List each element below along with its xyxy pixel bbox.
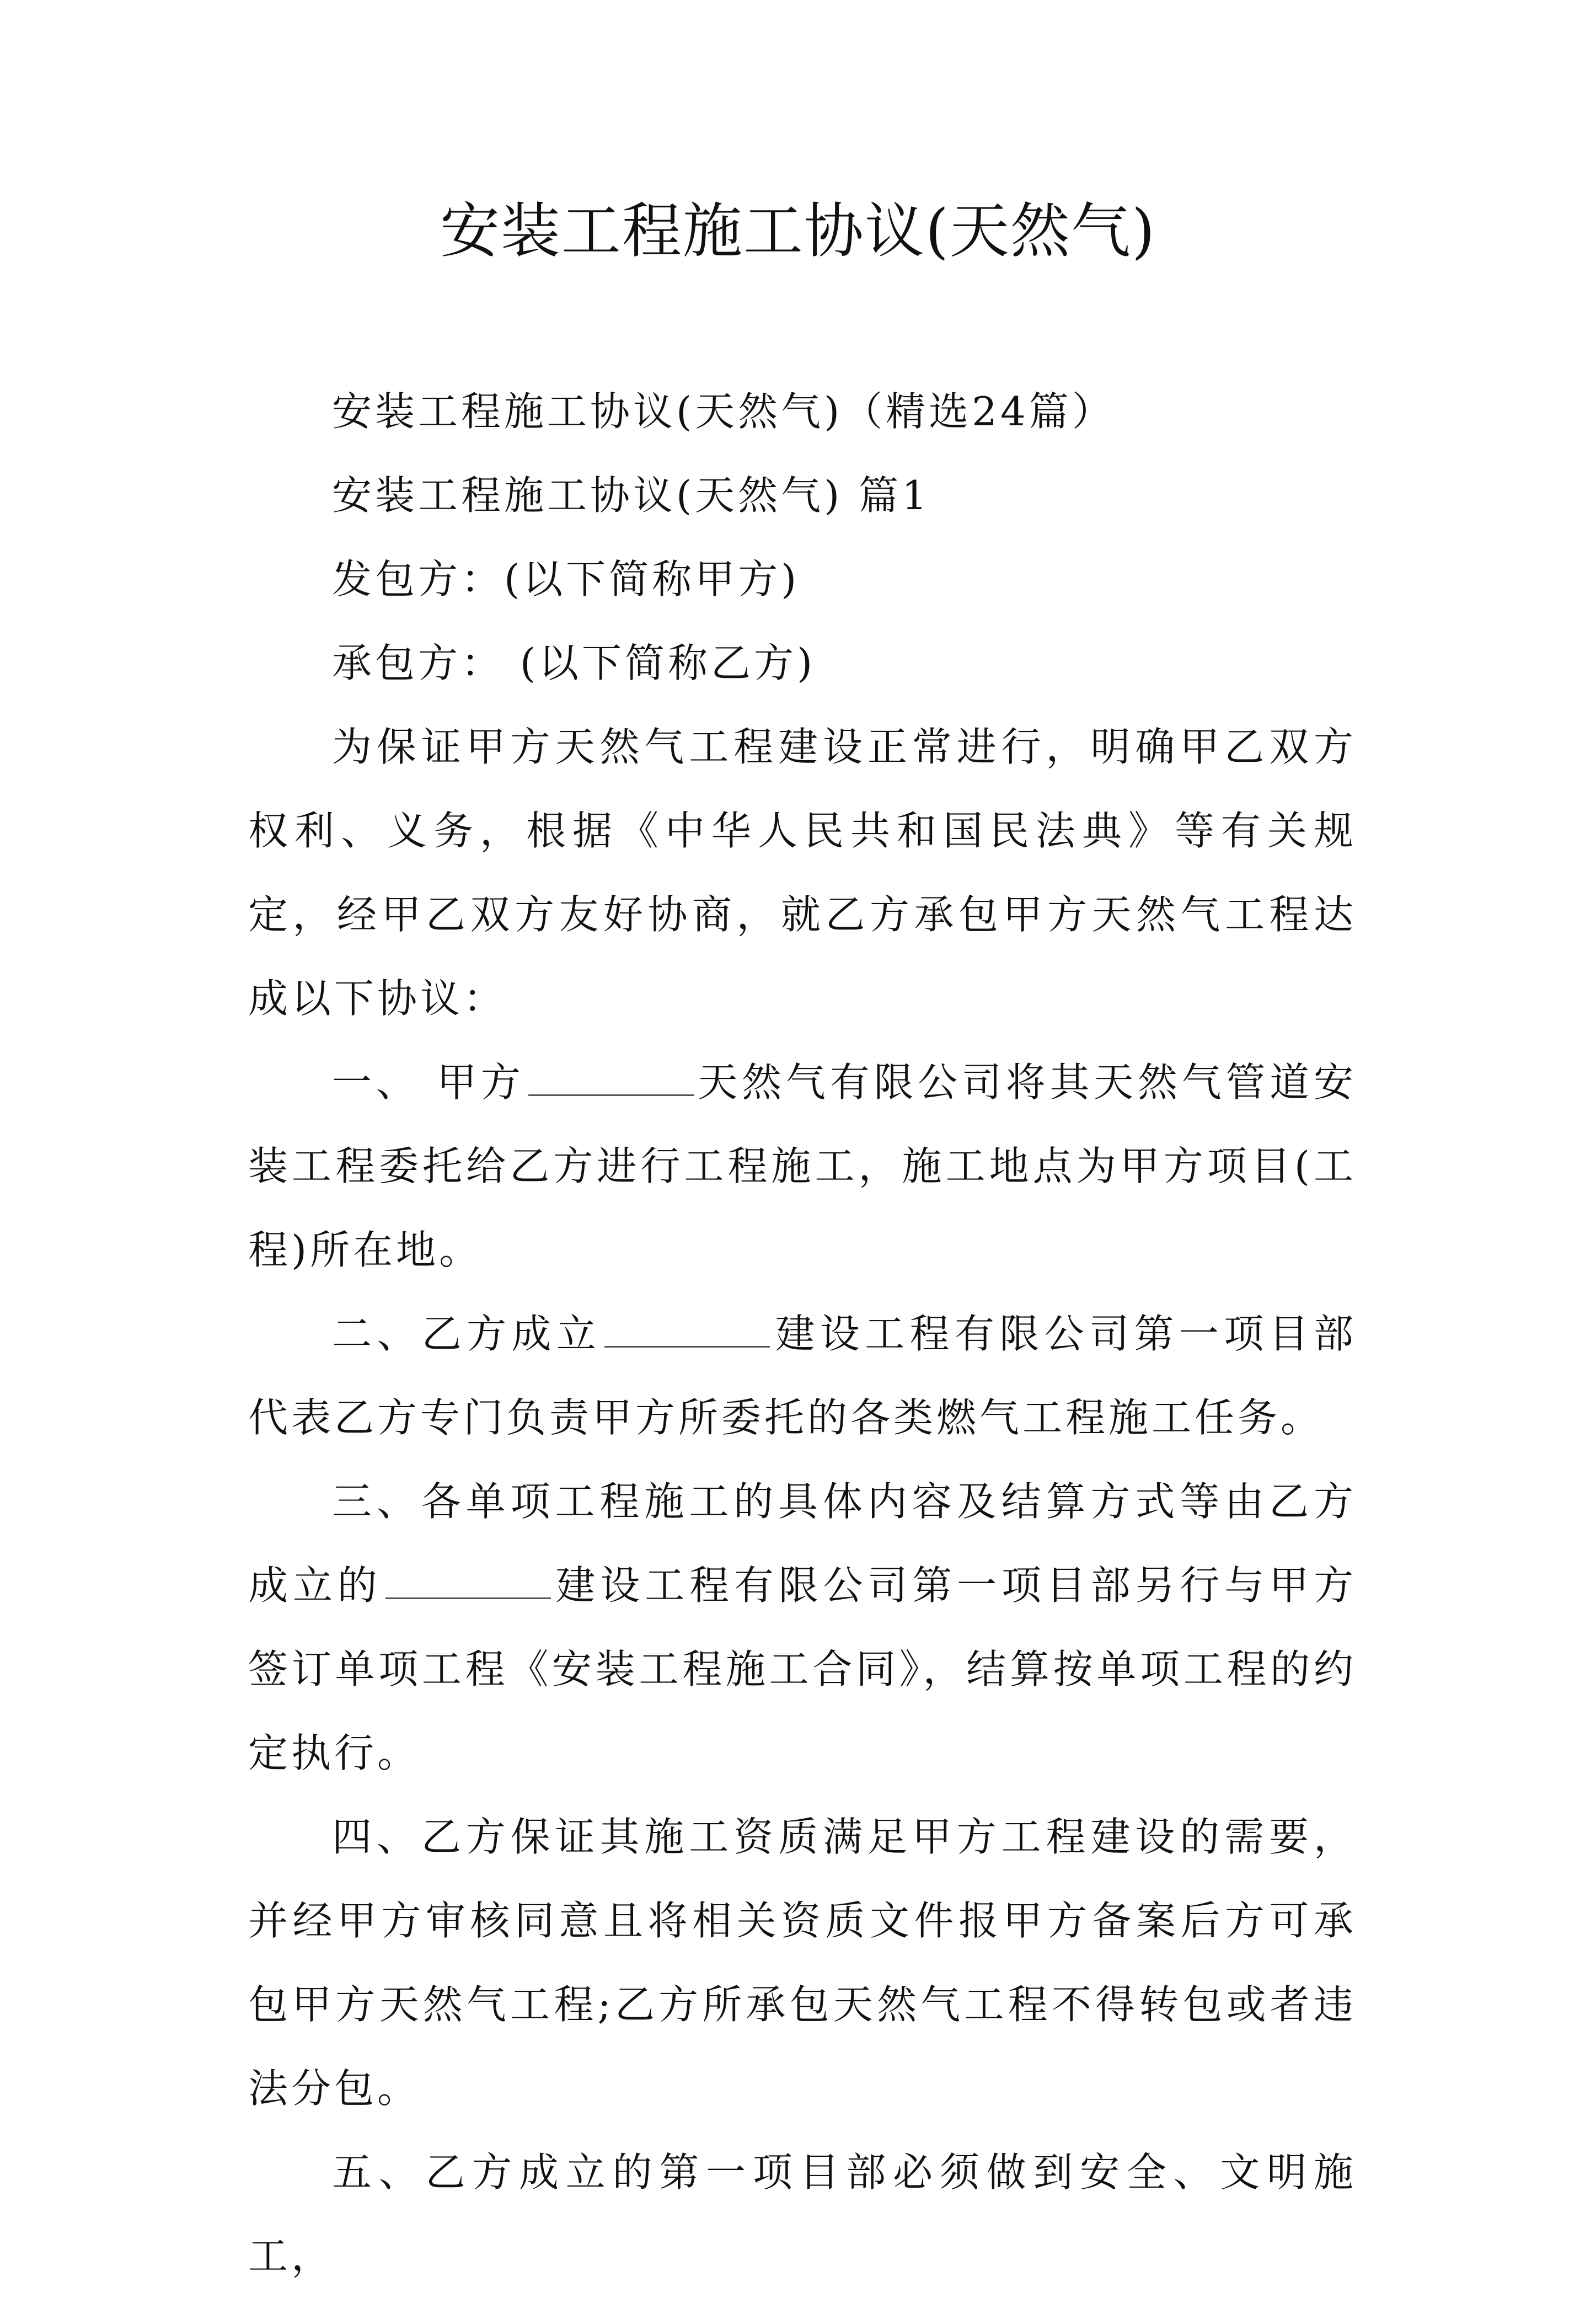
paragraph-clause-1 xyxy=(248,1040,1357,1292)
clause-1-text-after: 天然气有限公司将其天然气管道安装工程委托给乙方进行工程施工，施工地点为甲方项目(工程)所在地。 xyxy=(248,1059,1357,1273)
clause-1-text-before: 一、 甲方 xyxy=(332,1059,525,1105)
clause-3-text-before: 三、各单项工程施工的具体内容及结算方式等由乙方成立的 xyxy=(248,1478,1357,1608)
clause-2-text-after: 建设工程有限公司第一项目部代表乙方专门负责甲方所委托的各类燃气工程施工任务。 xyxy=(248,1311,1357,1441)
paragraph-clause-4: 四、乙方保证其施工资质满足甲方工程建设的需要，并经甲方审核同意且将相关资质文件报甲方备案后方可承包甲方天然气工程;乙方所承包天然气工程不得转包或者违法分包。 xyxy=(248,1814,1357,2112)
paragraph-clause-2 xyxy=(248,1292,1357,1460)
clause-2-text-before: 二、乙方成立 xyxy=(332,1311,602,1357)
document-body xyxy=(248,370,1357,2298)
paragraph-section-heading: 安装工程施工协议(天然气) 篇1 xyxy=(332,472,930,519)
paragraph-party-a: 发包方：(以下简称甲方) xyxy=(332,556,800,602)
paragraph-clause-3 xyxy=(248,1460,1357,1795)
document-title: 安装工程施工协议(天然气) xyxy=(440,197,1156,266)
fill-in-blank xyxy=(528,1061,694,1096)
paragraph-preamble: 为保证甲方天然气工程建设正常进行，明确甲乙双方权利、义务，根据《中华人民共和国民法典》等有关规定，经甲乙双方友好协商，就乙方承包甲方天然气工程达成以下协议： xyxy=(248,724,1357,1022)
clause-3-text-after: 建设工程有限公司第一项目部另行与甲方签订单项工程《安装工程施工合同》，结算按单项工程的约定执行。 xyxy=(248,1562,1357,1776)
paragraph-party-b: 承包方： (以下简称乙方) xyxy=(332,640,816,686)
paragraph-clause-5: 五、乙方成立的第一项目部必须做到安全、文明施工， xyxy=(248,2149,1357,2279)
fill-in-blank xyxy=(604,1313,770,1348)
paragraph-subtitle: 安装工程施工协议(天然气)（精选24篇） xyxy=(332,388,1115,435)
fill-in-blank xyxy=(385,1564,551,1599)
